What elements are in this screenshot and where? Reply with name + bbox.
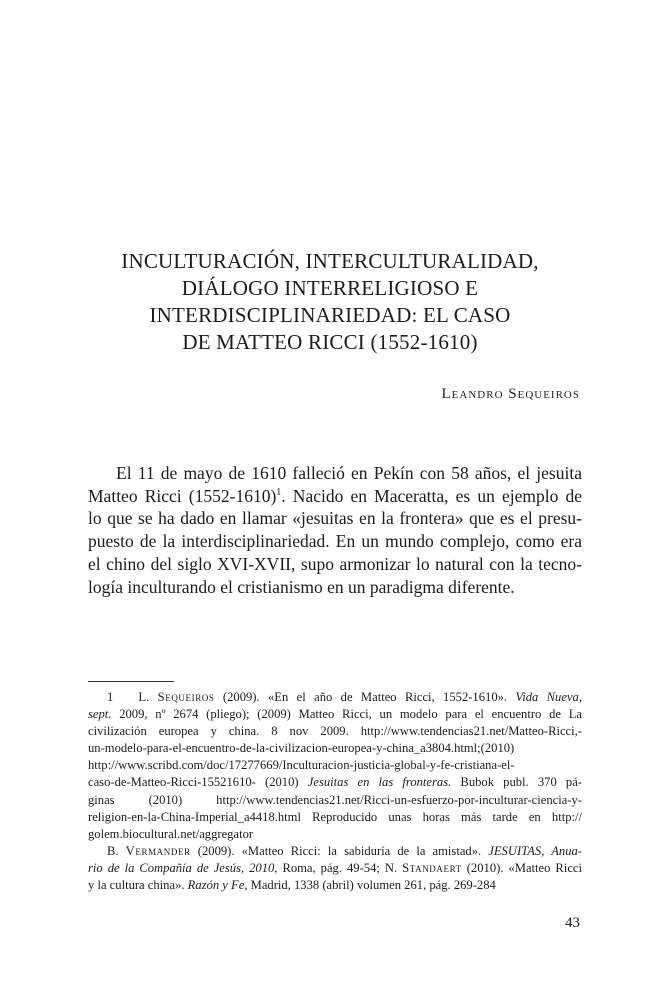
title-line: DIÁLOGO INTERRELIGIOSO E — [181, 276, 479, 300]
footnote-line: civilización europea y china. 8 nov 2009. http://www.tendencias21.net/Matteo-Ricci,- — [88, 724, 582, 739]
footnote-marker[interactable]: 1 — [276, 486, 282, 498]
footnote-line: 1 L. Sequeiros (2009). «En el año de Matteo Ricci, 1552-1610». Vida Nueva, — [107, 690, 582, 704]
article-title — [80, 248, 580, 356]
footnote-line: y la cultura china». Razón y Fe, Madrid, 1338 (abril) volumen 261, pág. 269-284 — [88, 878, 496, 893]
footnote-line: rio de la Compañía de Jesús, 2010, Roma, pág. 49-54; N. Standaert (2010). «Matteo Ricci — [88, 860, 582, 875]
author-name: Leandro Sequeiros — [441, 386, 580, 402]
footnote-line: caso-de-Matteo-Ricci-15521610- (2010) Jesuitas en las fronteras. Bubok publ. 370 pá- — [88, 775, 582, 790]
footnote-number: 1 — [107, 690, 114, 704]
footnote-line: religion-en-la-China-Imperial_a4418.html Reproducido unas horas más tarde en http:// — [88, 809, 582, 824]
body-line: el chino del siglo XVI-XVII, supo armonizar lo natural con la tecno- — [88, 553, 582, 574]
title-line: INTERDISCIPLINARIEDAD: EL CASO — [149, 303, 511, 327]
footnote-separator — [88, 681, 174, 682]
footnote-line: http://www.scribd.com/doc/17277669/Inculturacion-justicia-global-y-fe-cristiana-el- — [88, 758, 515, 773]
footnote-line: golem.biocultural.net/aggregator — [88, 826, 254, 841]
title-line: DE MATTEO RICCI (1552-1610) — [182, 330, 478, 354]
footnote-line: sept. 2009, nº 2674 (pliego); (2009) Matteo Ricci, un modelo para el encuentro de La — [88, 707, 582, 722]
page-number: 43 — [565, 915, 580, 931]
body-line: lo que se ha dado en llamar «jesuitas en la frontera» que es el presu- — [88, 508, 582, 529]
body-line: logía inculturando el cristianismo en un paradigma diferente. — [88, 576, 515, 597]
footnote-line: B. Vermander (2009). «Matteo Ricci: la sabiduría de la amistad». JESUITAS, Anua- — [107, 843, 582, 858]
body-line: El 11 de mayo de 1610 falleció en Pekín con 58 años, el jesuita — [116, 463, 582, 483]
footnote-line: ginas (2010) http://www.tendencias21.net/Ricci-un-esfuerzo-por-inculturar-ciencia-y- — [88, 792, 582, 807]
footnote-block — [88, 689, 582, 894]
body-line: puesto de la interdisciplinariedad. En un mundo complejo, como era — [88, 531, 582, 552]
title-line: INCULTURACIÓN, INTERCULTURALIDAD, — [121, 249, 539, 273]
body-line: Matteo Ricci (1552-1610)$^1$. Nacido en Maceratta, es un ejemplo de — [88, 485, 583, 506]
footnote-line: un-modelo-para-el-encuentro-de-la-civilizacion-europea-y-china_a3804.html;(2010) — [88, 741, 515, 756]
body-paragraph — [88, 462, 582, 598]
